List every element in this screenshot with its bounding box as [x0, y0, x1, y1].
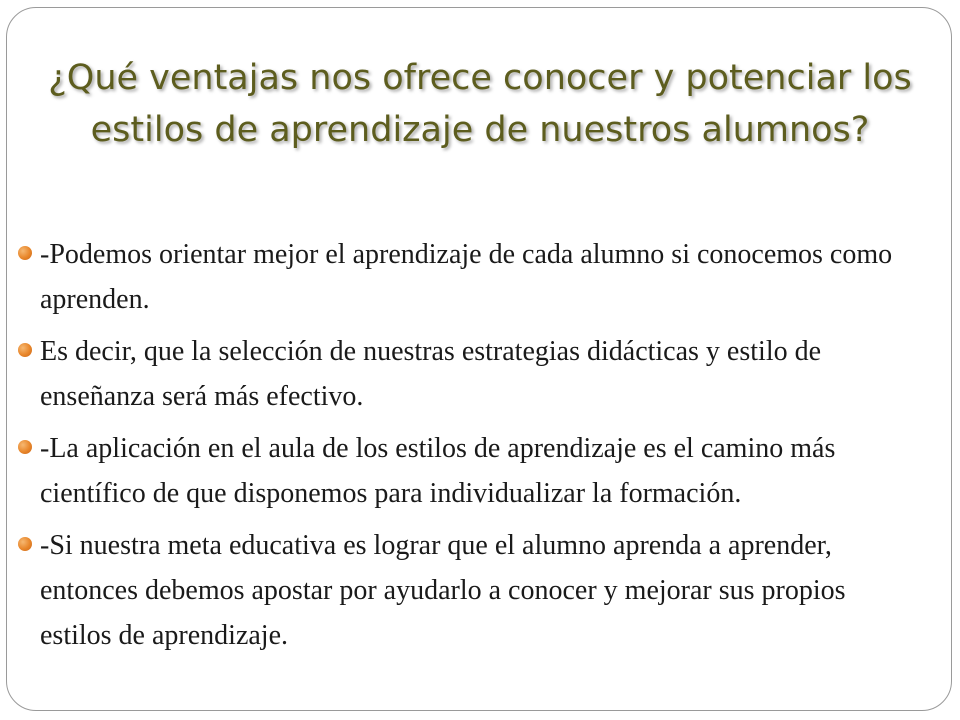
- bullet-item-3: [18, 426, 898, 516]
- bullet-text-4: -Si nuestra meta educativa es lograr que el alumno aprenda a aprender, entonces debemos apostar por ayudarlo a conocer y mejorar sus propios estilos de aprendizaje.: [40, 530, 846, 651]
- orange-dot-icon: [18, 343, 32, 357]
- bullet-item-1: [18, 232, 898, 322]
- bullet-item-4: [18, 523, 898, 658]
- bullet-text-2: Es decir, que la selección de nuestras estrategias didácticas y estilo de enseñanza será más efectivo.: [40, 336, 822, 412]
- bullet-list: [18, 232, 898, 665]
- bullet-text-3: -La aplicación en el aula de los estilos de aprendizaje es el camino más científico de que disponemos para individualizar la formación.: [40, 433, 836, 509]
- slide-title: ¿Qué ventajas nos ofrece conocer y potenciar los estilos de aprendizaje de nuestros alumnos?: [48, 58, 912, 150]
- bullet-item-2: [18, 329, 898, 419]
- bullet-text-1: -Podemos orientar mejor el aprendizaje de cada alumno si conocemos como aprenden.: [40, 239, 893, 315]
- orange-dot-icon: [18, 537, 32, 551]
- orange-dot-icon: [18, 440, 32, 454]
- orange-dot-icon: [18, 246, 32, 260]
